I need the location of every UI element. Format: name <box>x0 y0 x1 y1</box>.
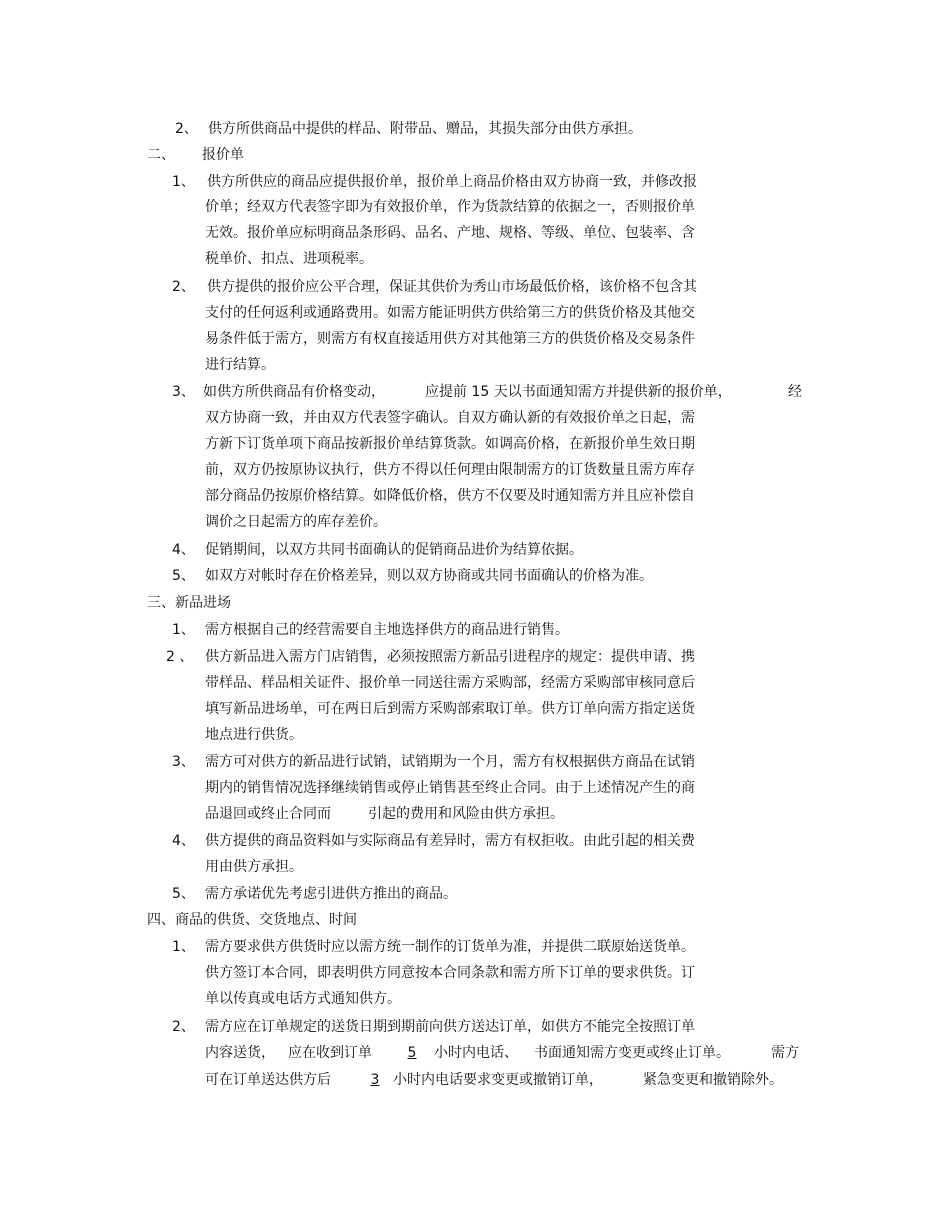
clause-text: 小时内电话、 <box>434 1045 518 1061</box>
clause-text: 促销期间，以双方共同书面确认的促销商品进价为结算依据。 <box>205 542 583 558</box>
clause-text: 如供方所供商品有价格变动， <box>203 384 385 400</box>
clause-text: 如双方对帐时存在价格差异，则以双方协商或共同书面确认的价格为准。 <box>205 568 653 584</box>
clause-text: 可在订单送达供方后 <box>205 1072 331 1088</box>
clause-text: 地点进行供货。 <box>205 727 303 743</box>
clause-text: 书面通知需方变更或终止订单。 <box>534 1045 730 1061</box>
clause-text: 易条件低于需方，则需方有权直接适用供方对其他第三方的供货价格及交易条件 <box>205 331 695 347</box>
clause-text: 带样品、样品相关证件、报价单一同送往需方采购部，经需方采购部审核同意后 <box>205 675 695 691</box>
item-number: 4、 <box>172 542 195 558</box>
clause-text: 方新下订货单项下商品按新报价单结算货款。如调高价格，在新报价单生效日期 <box>205 436 695 452</box>
clause-text: 前，双方仍按原协议执行，供方不得以任何理由限制需方的订货数量且需方库存 <box>205 462 695 478</box>
clause-text: 应提前 15 天以书面通知需方并提供新的报价单， <box>425 384 732 400</box>
clause-text: 品退回或终止合同而 <box>205 806 331 822</box>
hours-field-blank: 5 <box>407 1045 417 1061</box>
clause-text: 调价之日起需方的库存差价。 <box>205 514 387 530</box>
item-number: 4、 <box>172 833 195 849</box>
item-number: 1、 <box>172 174 195 190</box>
hours-field-blank: 3 <box>370 1072 380 1088</box>
clause-text: 需方应在订单规定的送货日期到期前向供方送达订单，如供方不能完全按照订单 <box>205 1019 695 1035</box>
clause-text: 用由供方承担。 <box>205 859 303 875</box>
clause-text: 进行结算。 <box>205 357 275 373</box>
clause-text: 税单价、扣点、进项税率。 <box>205 251 373 267</box>
clause-text: 应在收到订单 <box>288 1045 372 1061</box>
clause-text: 需方根据自己的经营需要自主地选择供方的商品进行销售。 <box>205 622 569 638</box>
clause-text: 供方所供商品中提供的样品、附带品、赠品，其损失部分由供方承担。 <box>208 121 642 137</box>
clause-text: 经 <box>788 384 802 400</box>
item-number: 5、 <box>172 886 195 902</box>
clause-text: 供方提供的报价应公平合理，保证其供价为秀山市场最低价格，该价格不包含其 <box>207 279 697 295</box>
clause-text: 部分商品仍按原价格结算。如降低价格，供方不仅要及时通知需方并且应补偿自 <box>205 488 695 504</box>
clause-text: 期内的销售情况选择继续销售或停止销售甚至终止合同。由于上述情况产生的商 <box>205 780 695 796</box>
item-number: 3、 <box>172 754 195 770</box>
clause-text: 需方 <box>771 1045 799 1061</box>
item-number: 2、 <box>172 1019 195 1035</box>
clause-text: 小时内电话要求变更或撤销订单， <box>393 1072 603 1088</box>
clause-text: 供方新品进入需方门店销售，必须按照需方新品引进程序的规定：提供申请、携 <box>205 649 695 665</box>
clause-text: 价单；经双方代表签字即为有效报价单，作为货款结算的依据之一，否则报价单 <box>205 199 695 215</box>
clause-text: 紧急变更和撤销除外。 <box>643 1072 783 1088</box>
clause-text: 单以传真或电话方式通知供方。 <box>205 991 401 1007</box>
clause-text: 供方签订本合同，即表明供方同意按本合同条款和需方所下订单的要求供货。订 <box>205 965 695 981</box>
item-number: 2、 <box>172 279 195 295</box>
clause-text: 内容送货， <box>205 1045 275 1061</box>
clause-text: 需方要求供方供货时应以需方统一制作的订货单为准，并提供二联原始送货单。 <box>205 939 695 955</box>
clause-text: 填写新品进场单，可在两日后到需方采购部索取订单。供方订单向需方指定送货 <box>205 701 695 717</box>
clause-text: 无效。报价单应标明商品条形码、品名、产地、规格、等级、单位、包装率、含 <box>205 225 695 241</box>
clause-text: 需方承诺优先考虑引进供方推出的商品。 <box>205 886 457 902</box>
item-number: 2 、 <box>166 649 194 665</box>
clause-text: 供方提供的商品资料如与实际商品有差异时，需方有权拒收。由此引起的相关费 <box>205 833 695 849</box>
clause-text: 需方可对供方的新品进行试销，试销期为一个月，需方有权根据供方商品在试销 <box>205 754 695 770</box>
item-number: 2、 <box>175 121 198 137</box>
item-number: 1、 <box>172 939 195 955</box>
section-heading: 四、商品的供货、交货地点、时间 <box>147 912 357 928</box>
item-number: 1、 <box>172 622 195 638</box>
clause-text: 引起的费用和风险由供方承担。 <box>368 806 564 822</box>
item-number: 5、 <box>172 568 195 584</box>
clause-text: 双方协商一致，并由双方代表签字确认。自双方确认新的有效报价单之日起，需 <box>205 410 695 426</box>
clause-text: 支付的任何返利或通路费用。如需方能证明供方供给第三方的供货价格及其他交 <box>205 305 695 321</box>
section-number: 二、 <box>147 147 175 163</box>
section-heading: 三、新品进场 <box>147 595 231 611</box>
section-heading: 报价单 <box>202 147 244 163</box>
clause-text: 供方所供应的商品应提供报价单，报价单上商品价格由双方协商一致，并修改报 <box>207 174 697 190</box>
item-number: 3、 <box>172 384 195 400</box>
